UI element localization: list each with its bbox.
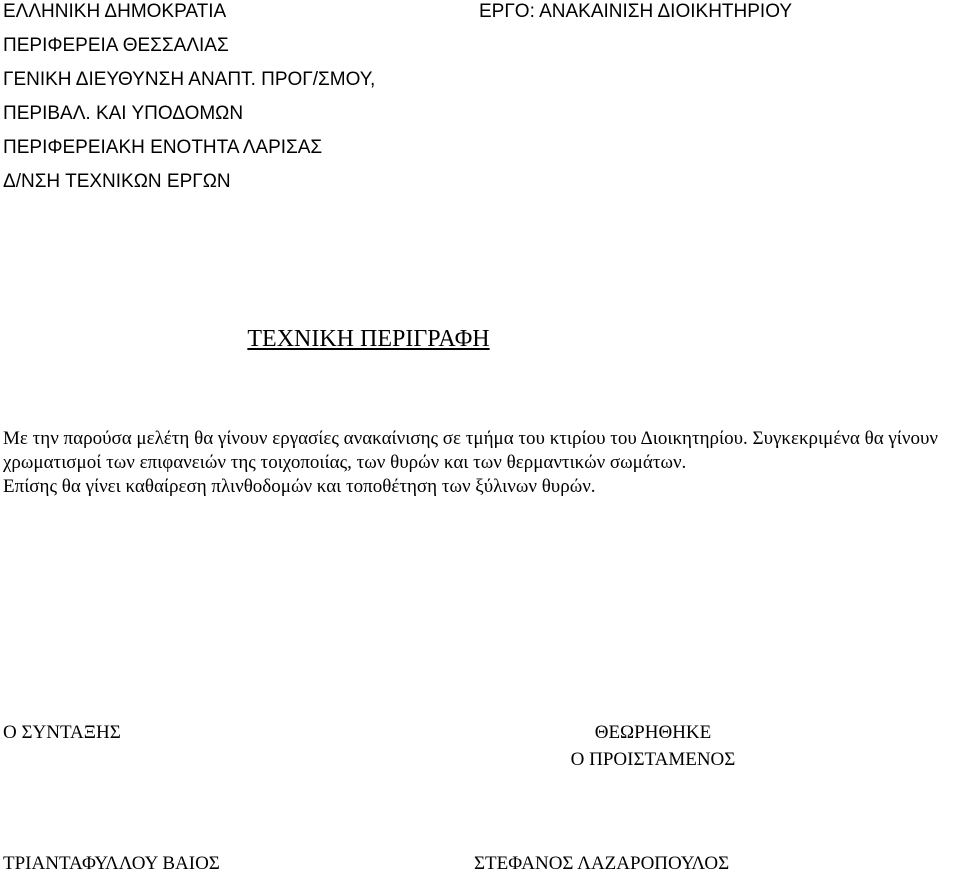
supervisor-role: Ο ΠΡΟΙΣΤΑΜΕΝΟΣ — [570, 749, 736, 770]
header-line-directorate: ΓΕΝΙΚΗ ΔΙΕΥΘΥΝΣΗ ΑΝΑΠΤ. ΠΡΟΓ/ΣΜΟΥ, — [3, 69, 376, 90]
author-name: ΤΡΙΑΝΤΑΦΥΛΛΟΥ ΒΑΙΟΣ — [3, 853, 220, 874]
project-label: ΕΡΓΟ: ΑΝΑΚΑΙΝΙΣΗ ΔΙΟΙΚΗΤΗΡΙΟΥ — [479, 1, 793, 22]
header-line-country: ΕΛΛΗΝΙΚΗ ΔΗΜΟΚΡΑΤΙΑ — [3, 1, 227, 22]
header-line-regional-unit: ΠΕΡΙΦΕΡΕΙΑΚΗ ΕΝΟΤΗΤΑ ΛΑΡΙΣΑΣ — [3, 137, 323, 158]
authority-header — [3, 0, 375, 199]
description-paragraph: Με την παρούσα μελέτη θα γίνουν εργασίες ανακαίνισης σε τμήμα του κτιρίου του Διοικητηρίου. Συγκεκριμένα θα γίνουν χρωματισμοί των επιφανειών της τοιχοποιίας, των θυρών και των θερμαντικών σωμάτων. — [3, 428, 938, 473]
approval-block — [551, 721, 755, 775]
header-line-department: Δ/ΝΣΗ ΤΕΧΝΙΚΩΝ ΕΡΓΩΝ — [3, 171, 231, 192]
approval-status: ΘΕΩΡΗΘΗΚΕ — [594, 722, 712, 743]
description-paragraph: Επίσης θα γίνει καθαίρεση πλινθοδομών και τοποθέτηση των ξύλινων θυρών. — [3, 476, 596, 497]
author-role: Ο ΣΥΝΤΑΞΗΣ — [3, 722, 121, 743]
header-line-region: ΠΕΡΙΦΕΡΕΙΑ ΘΕΣΣΑΛΙΑΣ — [3, 35, 229, 56]
supervisor-name: ΣΤΕΦΑΝΟΣ ΛΑΖΑΡΟΠΟΥΛΟΣ — [474, 853, 730, 874]
document-title: ΤΕΧΝΙΚΗ ΠΕΡΙΓΡΑΦΗ — [247, 326, 490, 352]
description-body — [3, 427, 958, 499]
header-line-directorate-cont: ΠΕΡΙΒΑΛ. ΚΑΙ ΥΠΟΔΟΜΩΝ — [3, 103, 244, 124]
